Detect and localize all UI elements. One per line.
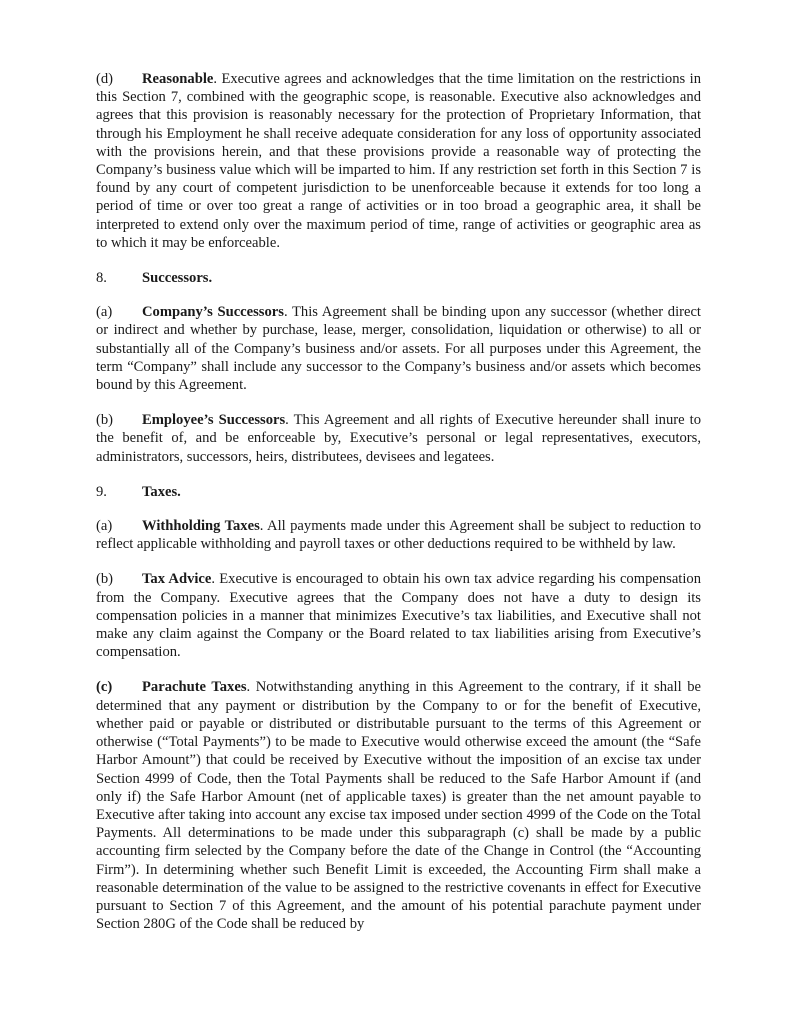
paragraph-parachute-taxes <box>96 678 701 933</box>
section-number: 9. <box>96 483 107 500</box>
paragraph-withholding-taxes <box>96 517 701 553</box>
section-number: 8. <box>96 270 107 287</box>
paragraph-employee-successors <box>96 411 701 466</box>
paragraph-text: . Notwithstanding anything in this Agreement to the contrary, if it shall be determined that any payment or distribution by the Company to or for the benefit of Executive, whether paid or payable or distributed or distributable pursuant to the terms of this Agreement or otherwise (“Total Payments”) to be made to Executive would otherwise exceed the amount (the “Safe Harbor Amount”) that could be received by Executive without the imposition of an excise tax under Section 4999 of Code, then the Total Payments shall be reduced to the Safe Harbor Amount if (and only if) the Safe Harbor Amount (net of applicable taxes) is greater than the net amount payable to Executive after taking into account any excise tax imposed under section 4999 of the Code on the Total Payments. All determinations to be made under this subparagraph (c) shall be made by a public accounting firm selected by the Company before the date of the Change in Control (the “Accounting Firm”). In determining whether such Benefit Limit is exceeded, the Accounting Firm shall make a reasonable determination of the value to be assigned to the restrictive covenants in effect for Executive pursuant to Section 7 of this Agreement, and the amount of his potential parachute payment under Section 280G of the Code shall be reduced by <box>96 679 701 933</box>
subsection-marker: (a) <box>96 304 113 321</box>
subsection-marker: (c) <box>96 679 113 696</box>
section-title: Taxes. <box>142 483 181 500</box>
paragraph-text: . All payments made under this Agreement shall be subject to reduction to reflect applicable withholding and payroll taxes or other deductions required to be withheld by law. <box>96 518 701 553</box>
section-title: Successors. <box>142 270 213 287</box>
subsection-marker: (d) <box>96 71 114 87</box>
subsection-marker: (b) <box>96 412 114 429</box>
section-heading-successors <box>96 269 701 287</box>
subsection-heading: Reasonable <box>142 71 214 87</box>
document-page <box>96 70 701 950</box>
paragraph-text: . Executive is encouraged to obtain his own tax advice regarding his compensation from the Company. Executive agrees that the Company does not have a duty to design its compensation policies in a manner that minimizes Executive’s tax liabilities, and Executive shall not make any claim against the Company or the Board related to tax liabilities arising from Executive’s compensation. <box>96 571 701 661</box>
paragraph-tax-advice <box>96 570 701 661</box>
paragraph-company-successors <box>96 303 701 394</box>
subsection-heading: Company’s Successors <box>142 304 284 321</box>
subsection-marker: (b) <box>96 571 114 588</box>
paragraph-text: . This Agreement and all rights of Executive hereunder shall inure to the benefit of, and be enforceable by, Executive’s personal or legal representatives, executors, administrators, successors, heirs, distributees, devisees and legatees. <box>96 412 702 465</box>
subsection-heading: Parachute Taxes <box>142 679 247 696</box>
paragraph-text: . This Agreement shall be binding upon any successor (whether direct or indirect and whether by purchase, lease, merger, consolidation, liquidation or otherwise) to all or substantially all of the Company’s business and/or assets. For all purposes under this Agreement, the term “Company” shall include any successor to the Company’s business and/or assets which becomes bound by this Agreement. <box>96 304 701 394</box>
subsection-heading: Withholding Taxes <box>142 518 260 535</box>
subsection-marker: (a) <box>96 518 113 535</box>
subsection-heading: Tax Advice <box>142 571 212 588</box>
subsection-heading: Employee’s Successors <box>142 412 286 429</box>
paragraph-reasonable <box>96 70 701 252</box>
paragraph-text: . Executive agrees and acknowledges that the time limitation on the restrictions in this Section 7, combined with the geographic scope, is reasonable. Executive also acknowledges and agrees that this provision is reasonably necessary for the protection of Proprietary Information, that through his Employment he shall receive adequate consideration for any loss of opportunity associated with the provisions herein, and that these provisions provide a reasonable way of protecting the Company’s business value which will be imparted to him. If any restriction set forth in this Section 7 is found by any court of competent jurisdiction to be unenforceable because it extends for too long a period of time or over too great a range of activities or in too broad a geographic area, it shall be interpreted to extend only over the maximum period of time, range of activities or geographic area as to which it may be enforceable. <box>96 71 701 251</box>
section-heading-taxes <box>96 483 701 501</box>
